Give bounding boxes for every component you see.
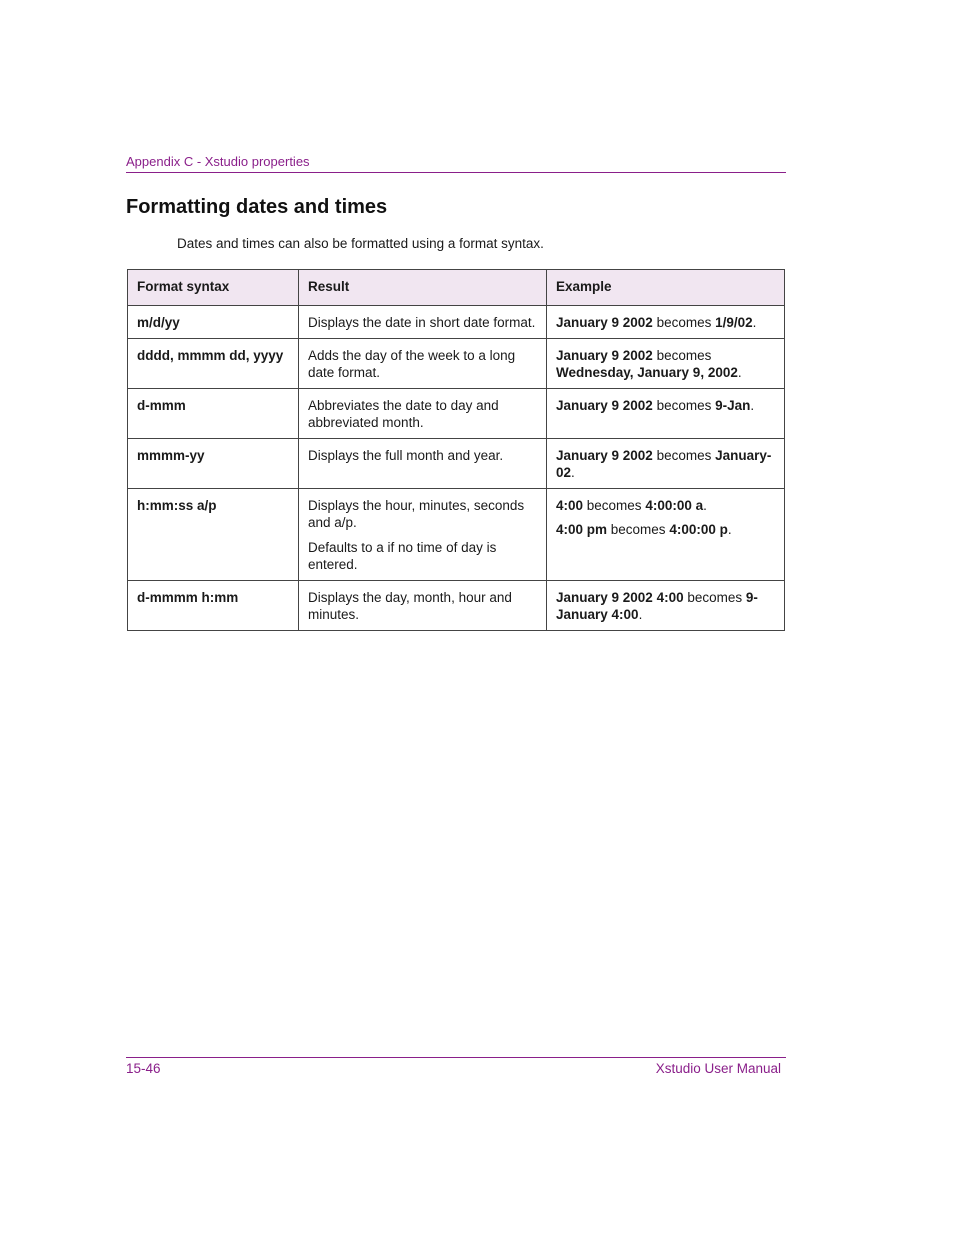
format-syntax-cell: d-mmm [128,388,299,438]
example-cell [547,438,785,488]
example-bold-segment: January 9 2002 [556,347,653,363]
example-bold-segment: January 9 2002 4:00 [556,589,684,605]
example-segment: . [703,497,707,513]
result-text: Adds the day of the week to a long date format. [308,347,516,380]
format-syntax-cell: dddd, mmmm dd, yyyy [128,338,299,388]
example-bold-segment: 4:00 pm [556,522,608,537]
result-text: Displays the full month and year. [308,447,504,463]
result-text: Displays the hour, minutes, seconds and a/p. [308,497,525,530]
page-number: 15-46 [126,1061,161,1076]
section-title: Formatting dates and times [126,196,388,218]
table-row [128,306,785,339]
example-segment: becomes [583,497,646,513]
example-text [556,589,775,624]
example-cell [547,306,785,339]
example-cell [547,338,785,388]
example-text [556,521,775,539]
table-row [128,438,785,488]
result-text: Defaults to a if no time of day is entered. [308,539,497,572]
example-segment: becomes [652,397,716,413]
format-syntax-cell: h:mm:ss a/p [128,488,299,580]
running-header: Appendix C - Xstudio properties [126,154,310,169]
example-bold-segment: 4:00:00 a [645,497,704,513]
example-text [556,347,775,382]
example-text [556,497,775,515]
example-bold-segment: January-02 [556,447,772,480]
result-cell [299,306,547,339]
example-bold-segment: 4:00:00 p [669,522,728,537]
format-table [127,269,785,631]
example-bold-segment: 9-Jan [715,397,751,413]
table-row [128,338,785,388]
example-bold-segment: Wednesday, January 9, 2002 [556,365,738,380]
example-bold-segment: January 9 2002 [556,447,653,463]
example-segment: . [638,607,643,622]
result-cell [299,438,547,488]
result-cell [299,338,547,388]
example-segment: . [727,522,732,537]
format-syntax-cell: m/d/yy [128,306,299,339]
example-segment: . [737,365,742,380]
example-text [556,447,775,482]
format-syntax-cell: mmmm-yy [128,438,299,488]
table-row [128,580,785,630]
table-row [128,488,785,580]
example-segment: . [750,397,755,413]
column-header-example: Example [547,270,785,306]
result-cell [299,580,547,630]
header-rule [126,172,786,173]
result-cell [299,488,547,580]
table-header-row [128,270,785,306]
example-bold-segment: 1/9/02 [715,315,753,330]
format-syntax-cell: d-mmmm h:mm [128,580,299,630]
example-bold-segment: 9-January 4:00 [556,589,758,622]
result-text: Displays the date in short date format. [308,315,536,330]
table-row [128,388,785,438]
example-bold-segment: January 9 2002 [556,315,653,330]
example-segment: becomes [652,347,712,363]
example-text [556,397,775,415]
example-segment: becomes [607,522,670,537]
manual-title: Xstudio User Manual [655,1061,781,1076]
example-segment: becomes [652,315,716,330]
example-cell [547,580,785,630]
example-text [556,314,775,332]
example-segment: . [571,465,575,480]
result-cell [299,388,547,438]
example-segment: . [752,315,757,330]
intro-paragraph: Dates and times can also be formatted using a format syntax. [177,236,544,251]
example-bold-segment: 4:00 [556,497,584,513]
example-cell [547,388,785,438]
example-segment: becomes [683,589,746,605]
footer-rule [126,1057,786,1058]
example-bold-segment: January 9 2002 [556,397,653,413]
example-segment: becomes [652,447,716,463]
result-text: Displays the day, month, hour and minutes. [308,589,512,622]
column-header-result: Result [299,270,547,306]
result-text: Abbreviates the date to day and abbreviated month. [308,397,499,430]
table-body [128,306,785,631]
column-header-format-syntax: Format syntax [128,270,299,306]
example-cell [547,488,785,580]
